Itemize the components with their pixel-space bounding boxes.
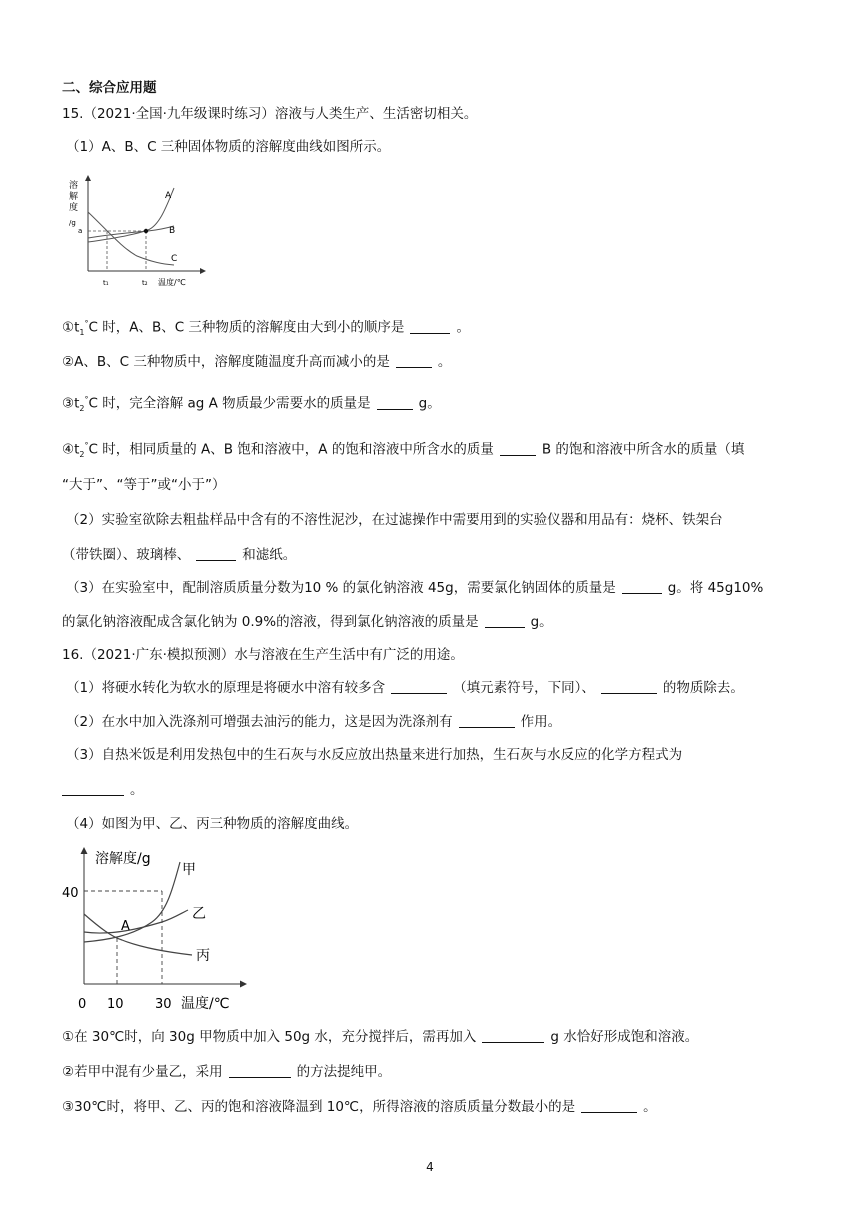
answer-blank[interactable] (410, 319, 450, 334)
curve-yi (84, 910, 188, 933)
curve-c (88, 212, 174, 265)
curve-a (88, 188, 174, 242)
curve-b-label: B (169, 226, 176, 236)
q15-part2-line2: （带铁圈）、玻璃棒、 和滤纸。 (62, 547, 297, 563)
page-number: 4 (426, 1160, 434, 1174)
answer-blank[interactable] (196, 546, 236, 561)
answer-blank[interactable] (396, 353, 432, 368)
y-label-2: 解 (69, 192, 79, 202)
answer-blank[interactable] (459, 713, 515, 728)
q15-part2-line1: （2）实验室欲除去粗盐样品中含有的不溶性泥沙，在过滤操作中需要用到的实验仪器和用品有：烧杯、铁架台 (66, 512, 723, 528)
answer-blank[interactable] (601, 679, 657, 694)
curve-yi-label: 乙 (192, 906, 206, 922)
a-label: a (78, 227, 83, 235)
t1-label: t₁ (103, 279, 109, 287)
q15-sub2: ②A、B、C 三种物质中，溶解度随温度升高而减小的是 。 (62, 354, 452, 370)
q16-part3-line1: （3）自热米饭是利用发热包中的生石灰与水反应放出热量来进行加热，生石灰与水反应的化学方程式为 (66, 747, 683, 763)
q15-sub3: $③t_2^\circ C$ 时，完全溶解 ag A 物质最少需要水的质量是 g。 (62, 395, 441, 414)
x-axis-label: 温度/℃ (158, 278, 186, 287)
curve-c-label: C (171, 254, 178, 264)
q15-part1: （1）A、B、C 三种固体物质的溶解度曲线如图所示。 (66, 139, 391, 155)
x-tick-10: 10 (107, 997, 124, 1012)
q15-intro: 15.（2021·全国·九年级课时练习）溶液与人类生产、生活密切相关。 (62, 106, 478, 122)
answer-blank[interactable] (622, 579, 662, 594)
curve-b (88, 226, 174, 238)
x-axis-label: 温度/℃ (181, 996, 230, 1012)
q15-sub4: $④t_2^\circ C$ 时，相同质量的 A、B 饱和溶液中，A 的饱和溶液中所含水的质量 B 的饱和溶液中所含水的质量（填 (62, 441, 745, 460)
intersection-point (144, 229, 148, 233)
q16-sub2: ②若甲中混有少量乙，采用 的方法提纯甲。 (62, 1064, 392, 1080)
y-tick-40: 40 (62, 886, 79, 901)
q16-intro: 16.（2021·广东·模拟预测）水与溶液在生产生活中有广泛的用途。 (62, 647, 464, 663)
curve-a-label: A (165, 191, 172, 201)
y-axis-label: 溶解度/g (95, 851, 151, 867)
x-origin: 0 (78, 997, 87, 1012)
q15-sub4-line2: “大于”、“等于”或“小于”） (62, 477, 226, 493)
solubility-chart-abc (62, 170, 212, 296)
q16-part3-line2: 。 (62, 780, 144, 800)
answer-blank[interactable] (482, 1028, 544, 1043)
answer-blank[interactable] (62, 781, 124, 796)
q16-sub3: ③30℃时，将甲、乙、丙的饱和溶液降温到 10℃，所得溶液的溶质质量分数最小的是 。 (62, 1099, 657, 1115)
answer-blank[interactable] (229, 1063, 291, 1078)
y-label-4: /g (69, 219, 76, 227)
q15-part3-line2: 的氯化钠溶液配成含氯化钠为 0.9%的溶液，得到氯化钠溶液的质量是 g。 (62, 614, 553, 630)
q16-part2: （2）在水中加入洗涤剂可增强去油污的能力，这是因为洗涤剂有 作用。 (66, 714, 562, 730)
q16-part4: （4）如图为甲、乙、丙三种物质的溶解度曲线。 (66, 816, 359, 832)
answer-blank[interactable] (377, 395, 413, 410)
answer-blank[interactable] (500, 441, 536, 456)
x-tick-30: 30 (155, 997, 172, 1012)
y-label-3: 度 (69, 203, 79, 213)
answer-blank[interactable] (391, 679, 447, 694)
section-title: 二、综合应用题 (62, 80, 157, 96)
curve-jia-label: 甲 (182, 862, 196, 878)
curve-bing-label: 丙 (196, 948, 210, 964)
y-label-1: 溶 (69, 181, 79, 191)
q15-sub1: $①t_1^\circ C$ 时，A、B、C 三种物质的溶解度由大到小的顺序是 。 (62, 319, 470, 338)
answer-blank[interactable] (485, 613, 525, 628)
q16-sub1: ①在 30℃时，向 30g 甲物质中加入 50g 水，充分搅拌后，需再加入 g 水恰好形成饱和溶液。 (62, 1029, 699, 1045)
q16-part1: （1）将硬水转化为软水的原理是将硬水中溶有较多含 （填元素符号，下同）、 的物质除去。 (66, 680, 744, 696)
t2-label: t₂ (142, 279, 148, 287)
q15-part3-line1: （3）在实验室中，配制溶质质量分数为10 % 的氯化钠溶液 45g，需要氯化钠固体的质量是 g。将 45g10% (66, 580, 764, 596)
point-a-label: A (121, 919, 130, 934)
solubility-chart-jia-yi-bing (62, 842, 252, 1018)
curve-bing (84, 914, 192, 955)
answer-blank[interactable] (581, 1098, 637, 1113)
